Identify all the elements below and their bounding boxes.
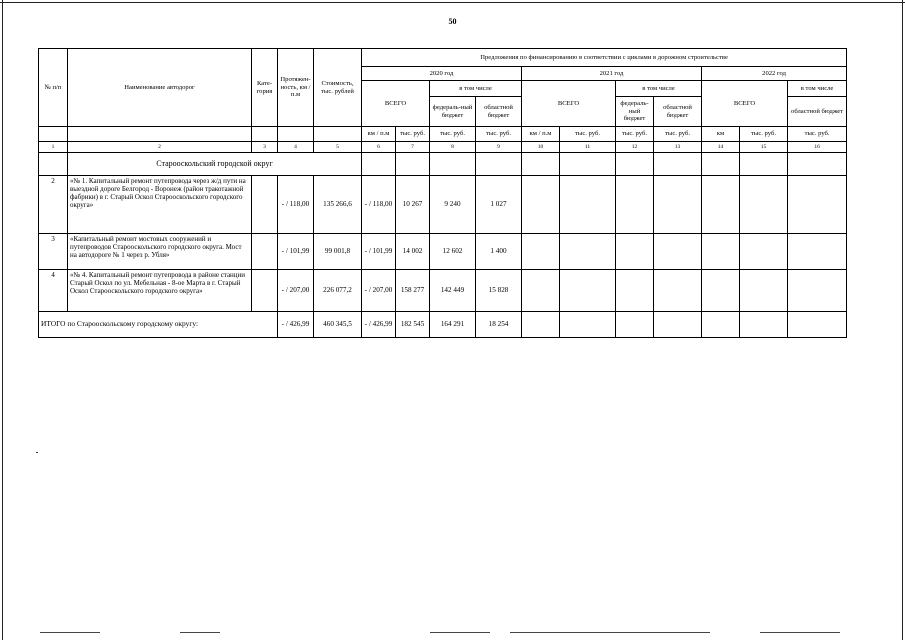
unit-km-pm-2021: км / п.м (522, 127, 560, 142)
empty-cell (476, 153, 522, 176)
empty-cell (616, 176, 654, 234)
header-financing: Предложения по финансированию в соответствии с циклами в дорожном строительстве (362, 49, 847, 67)
row-road-name: «№ 1. Капитальный ремонт путепровода через ж/д пути на выездной дороге Белгород - Воронеж (район тракотажной фабрики) в г. Старый Оскол Старооскольского городского округа» (68, 176, 252, 234)
unit-rub-2022-regional: тыс. руб. (788, 127, 847, 142)
empty-cell (740, 234, 788, 270)
column-number: 3 (252, 142, 278, 153)
empty-cell (788, 270, 847, 312)
empty-cell (788, 234, 847, 270)
unit-rub-2020-regional: тыс. руб. (476, 127, 522, 142)
header-federal-2020: федераль-ный бюджет (430, 97, 476, 127)
row-total-2020: 10 267 (396, 176, 430, 234)
row-total-2020: 14 002 (396, 234, 430, 270)
district-num-cell (39, 153, 68, 176)
header-year-2020: 2020 год (362, 67, 522, 81)
row-federal-2020: 12 602 (430, 234, 476, 270)
header-year-2021: 2021 год (522, 67, 702, 81)
table-row (39, 176, 847, 234)
header-blank (252, 127, 278, 142)
unit-km-pm-2020: км / п.м (362, 127, 396, 142)
column-number: 15 (740, 142, 788, 153)
column-number: 6 (362, 142, 396, 153)
empty-cell (702, 153, 740, 176)
empty-cell (560, 270, 616, 312)
row-length: - / 207,00 (278, 270, 314, 312)
page-number: 50 (448, 17, 457, 26)
empty-cell (702, 270, 740, 312)
column-number: 13 (654, 142, 702, 153)
column-number: 10 (522, 142, 560, 153)
row-km-2020: - / 118,00 (362, 176, 396, 234)
table-row (39, 270, 847, 312)
header-blank (39, 127, 68, 142)
unit-rub-2020-total: тыс. руб. (396, 127, 430, 142)
column-number: 5 (314, 142, 362, 153)
row-road-name: «№ 4. Капитальный ремонт путепровода в районе станции Старый Оскол по ул. Мебельная - 8-ое Марта в г. Старый Оскол Старооскольского городского округа» (68, 270, 252, 312)
row-category (252, 270, 278, 312)
header-blank (68, 127, 252, 142)
empty-cell (788, 312, 847, 338)
column-number: 7 (396, 142, 430, 153)
row-cost: 99 001,8 (314, 234, 362, 270)
total-label: ИТОГО по Старооскольскому городскому округу: (39, 312, 278, 338)
header-cost: Стоимость, тыс. рублей (314, 49, 362, 127)
empty-cell (654, 270, 702, 312)
header-blank (314, 127, 362, 142)
empty-cell (616, 270, 654, 312)
row-category (252, 234, 278, 270)
column-number: 16 (788, 142, 847, 153)
unit-km-2022: км (702, 127, 740, 142)
empty-cell (522, 312, 560, 338)
column-number: 9 (476, 142, 522, 153)
row-federal-2020: 9 240 (430, 176, 476, 234)
total-cost: 460 345,5 (314, 312, 362, 338)
total-federal-2020: 164 291 (430, 312, 476, 338)
empty-cell (560, 234, 616, 270)
column-number: 11 (560, 142, 616, 153)
header-regional-2021: областной бюджет (654, 97, 702, 127)
column-number: 8 (430, 142, 476, 153)
header-length: Протяжен-ность, км / п.м (278, 49, 314, 127)
row-cost: 226 077,2 (314, 270, 362, 312)
unit-rub-2021-regional: тыс. руб. (654, 127, 702, 142)
empty-cell (560, 176, 616, 234)
header-road-name: Наименование автодорог (68, 49, 252, 127)
left-frame-line (2, 0, 3, 640)
header-year-2022: 2022 год (702, 67, 847, 81)
header-regional-2022: областной бюджет (788, 97, 847, 127)
unit-rub-2020-federal: тыс. руб. (430, 127, 476, 142)
row-regional-2020: 15 828 (476, 270, 522, 312)
row-num: 3 (39, 234, 68, 270)
empty-cell (788, 176, 847, 234)
empty-cell (560, 312, 616, 338)
empty-cell (654, 312, 702, 338)
row-length: - / 101,99 (278, 234, 314, 270)
row-num: 2 (39, 176, 68, 234)
table-row (39, 234, 847, 270)
header-including-2021: в том числе (616, 81, 702, 97)
row-cost: 135 266,6 (314, 176, 362, 234)
top-frame-line (0, 2, 905, 3)
district-name: Старооскольский городской округ (68, 153, 362, 176)
scan-mark (36, 452, 38, 453)
scan-mark (510, 632, 710, 633)
row-federal-2020: 142 449 (430, 270, 476, 312)
scan-edge-marks (0, 632, 905, 634)
unit-rub-2021-total: тыс. руб. (560, 127, 616, 142)
column-number: 4 (278, 142, 314, 153)
scan-mark (40, 632, 100, 633)
district-row (39, 153, 847, 176)
empty-cell (654, 176, 702, 234)
empty-cell (522, 270, 560, 312)
column-number: 1 (39, 142, 68, 153)
empty-cell (560, 153, 616, 176)
empty-cell (396, 153, 430, 176)
header-total-2022: ВСЕГО (702, 81, 788, 127)
column-number-row (39, 142, 847, 153)
total-total-2020: 182 545 (396, 312, 430, 338)
header-num: № п/п (39, 49, 68, 127)
empty-cell (740, 312, 788, 338)
row-total-2020: 158 277 (396, 270, 430, 312)
row-num: 4 (39, 270, 68, 312)
empty-cell (740, 270, 788, 312)
total-km-2020: - / 426,99 (362, 312, 396, 338)
financing-table (38, 48, 847, 338)
row-km-2020: - / 101,99 (362, 234, 396, 270)
row-road-name: «Капитальный ремонт мостовых сооружений и путепроводов Старооскольского городского округа. Мост на автодороге № 1 через р. Убля» (68, 234, 252, 270)
row-regional-2020: 1 400 (476, 234, 522, 270)
empty-cell (522, 153, 560, 176)
empty-cell (740, 153, 788, 176)
header-federal-2021: федераль-ный бюджет (616, 97, 654, 127)
empty-cell (522, 234, 560, 270)
row-category (252, 176, 278, 234)
empty-cell (616, 234, 654, 270)
header-including-2022: в том числе (788, 81, 847, 97)
total-regional-2020: 18 254 (476, 312, 522, 338)
empty-cell (654, 234, 702, 270)
row-regional-2020: 1 027 (476, 176, 522, 234)
unit-rub-2021-federal: тыс. руб. (616, 127, 654, 142)
header-regional-2020: областной бюджет (476, 97, 522, 127)
row-km-2020: - / 207,00 (362, 270, 396, 312)
empty-cell (702, 234, 740, 270)
scan-mark (760, 632, 840, 633)
unit-rub-2022-total: тыс. руб. (740, 127, 788, 142)
total-row (39, 312, 847, 338)
header-category: Кате-гория (252, 49, 278, 127)
column-number: 14 (702, 142, 740, 153)
scan-mark (430, 632, 490, 633)
empty-cell (362, 153, 396, 176)
scan-mark (180, 632, 220, 633)
right-frame-line (902, 0, 903, 640)
header-total-2020: ВСЕГО (362, 81, 430, 127)
total-length: - / 426,99 (278, 312, 314, 338)
empty-cell (616, 153, 654, 176)
empty-cell (522, 176, 560, 234)
column-number: 2 (68, 142, 252, 153)
header-total-2021: ВСЕГО (522, 81, 616, 127)
empty-cell (430, 153, 476, 176)
empty-cell (702, 176, 740, 234)
empty-cell (702, 312, 740, 338)
empty-cell (654, 153, 702, 176)
empty-cell (788, 153, 847, 176)
column-number: 12 (616, 142, 654, 153)
empty-cell (616, 312, 654, 338)
row-length: - / 118,00 (278, 176, 314, 234)
empty-cell (740, 176, 788, 234)
header-including-2020: в том числе (430, 81, 522, 97)
header-blank (278, 127, 314, 142)
